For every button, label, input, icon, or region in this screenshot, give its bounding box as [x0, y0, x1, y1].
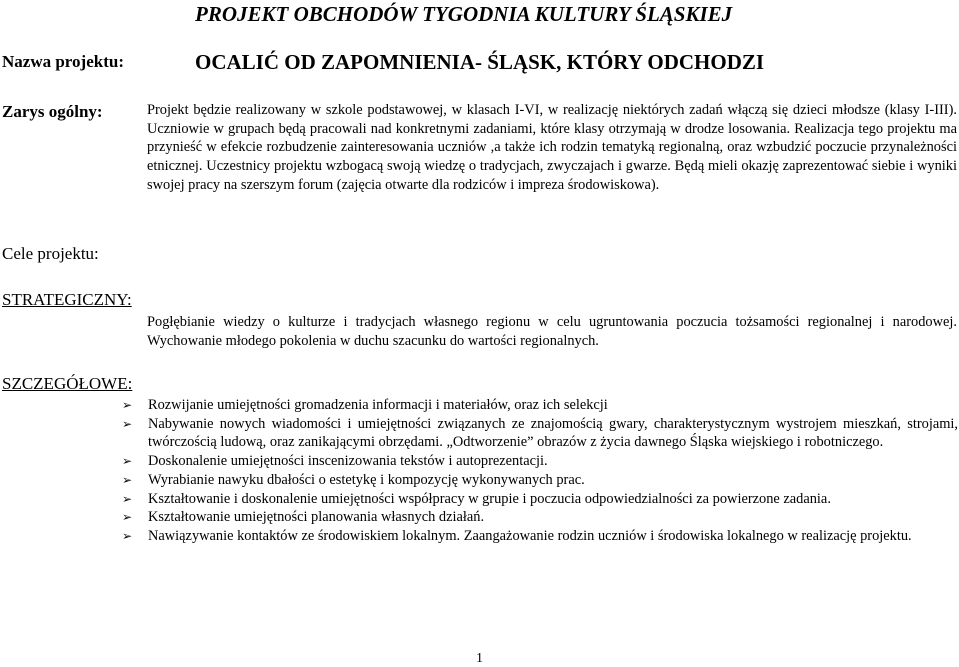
list-item: [120, 471, 958, 490]
project-name-label: Nazwa projektu:: [2, 52, 124, 71]
strategic-paragraph: Pogłębianie wiedzy o kulturze i tradycjach własnego regionu w celu ugruntowania poczucia tożsamości regionalnej i narodowej. Wychowanie młodego pokolenia w duchu szacunku do wartości regionalnych.: [147, 314, 957, 350]
arrow-bullet-icon: ➢: [122, 416, 133, 431]
list-item-text: Nawiązywanie kontaktów ze środowiskiem lokalnym. Zaangażowanie rodzin uczniów i środowiska lokalnego w realizację projektu.: [148, 527, 912, 544]
outline-paragraph: Projekt będzie realizowany w szkole podstawowej, w klasach I-VI, w realizację niektórych zadań włączą się dzieci młodsze (klasy I-III). Uczniowie w grupach będą pracowali nad konkretnymi zadaniami, które klasy otrzymają w drodze losowania. Realizacja tego projektu ma przynieść w efekcie rozbudzenie zainteresowania uczniów ,a także ich rodzin tematyką regionalną, oraz wzbudzić poczucie przynależności etnicznej. Uczestnicy projektu wzbogacą swoją wiedzę o tradycjach, zwyczajach i gwarze. Będą mieli okazję zaprezentować siebie i wyniki swojej pracy na szerszym forum (zajęcia otwarte dla rodziców i impreza środowiskowa).: [147, 102, 957, 193]
arrow-bullet-icon: ➢: [122, 491, 133, 506]
list-item-text: Doskonalenie umiejętności inscenizowania tekstów i autoprezentacji.: [148, 453, 548, 470]
outline-label: Zarys ogólny:: [2, 102, 103, 121]
project-name: OCALIĆ OD ZAPOMNIENIA- ŚLĄSK, KTÓRY ODCHODZI: [195, 50, 765, 74]
strategic-heading: STRATEGICZNY:: [2, 290, 132, 309]
list-item: [120, 508, 958, 527]
arrow-bullet-icon: ➢: [122, 398, 133, 412]
arrow-bullet-icon: ➢: [122, 472, 133, 487]
list-item: [120, 527, 958, 546]
list-item: [120, 396, 958, 415]
list-item-text: Kształtowanie i doskonalenie umiejętności współpracy w grupie i poczucia odpowiedzialności za powierzone zadania.: [148, 490, 831, 507]
detailed-heading: SZCZEGÓŁOWE:: [2, 374, 133, 393]
arrow-bullet-icon: ➢: [122, 510, 133, 525]
goals-heading: Cele projektu:: [2, 244, 99, 263]
arrow-bullet-icon: ➢: [122, 454, 133, 469]
detailed-goals-list: [120, 396, 958, 546]
list-item-text: Wyrabianie nawyku dbałości o estetykę i kompozycję wykonywanych prac.: [148, 471, 585, 488]
list-item: [120, 490, 958, 509]
list-item: [120, 452, 958, 471]
list-item-text: Rozwijanie umiejętności gromadzenia informacji i materiałów, oraz ich selekcji: [148, 397, 608, 413]
list-item-text: Nabywanie nowych wiadomości i umiejętności związanych ze znajomością gwary, charakterystycznym wystrojem mieszkań, strojami, twórczością ludową, oraz zanikającymi obrzędami. „Odtworzenie” obrazów z życia dawnego Śląska wiejskiego i robotniczego.: [148, 415, 958, 451]
page-number: 1: [476, 651, 483, 666]
arrow-bullet-icon: ➢: [122, 528, 133, 543]
document-title: PROJEKT OBCHODÓW TYGODNIA KULTURY ŚLĄSKIEJ: [195, 2, 733, 26]
list-item-text: Kształtowanie umiejętności planowania własnych działań.: [148, 509, 485, 526]
list-item: [120, 415, 958, 452]
